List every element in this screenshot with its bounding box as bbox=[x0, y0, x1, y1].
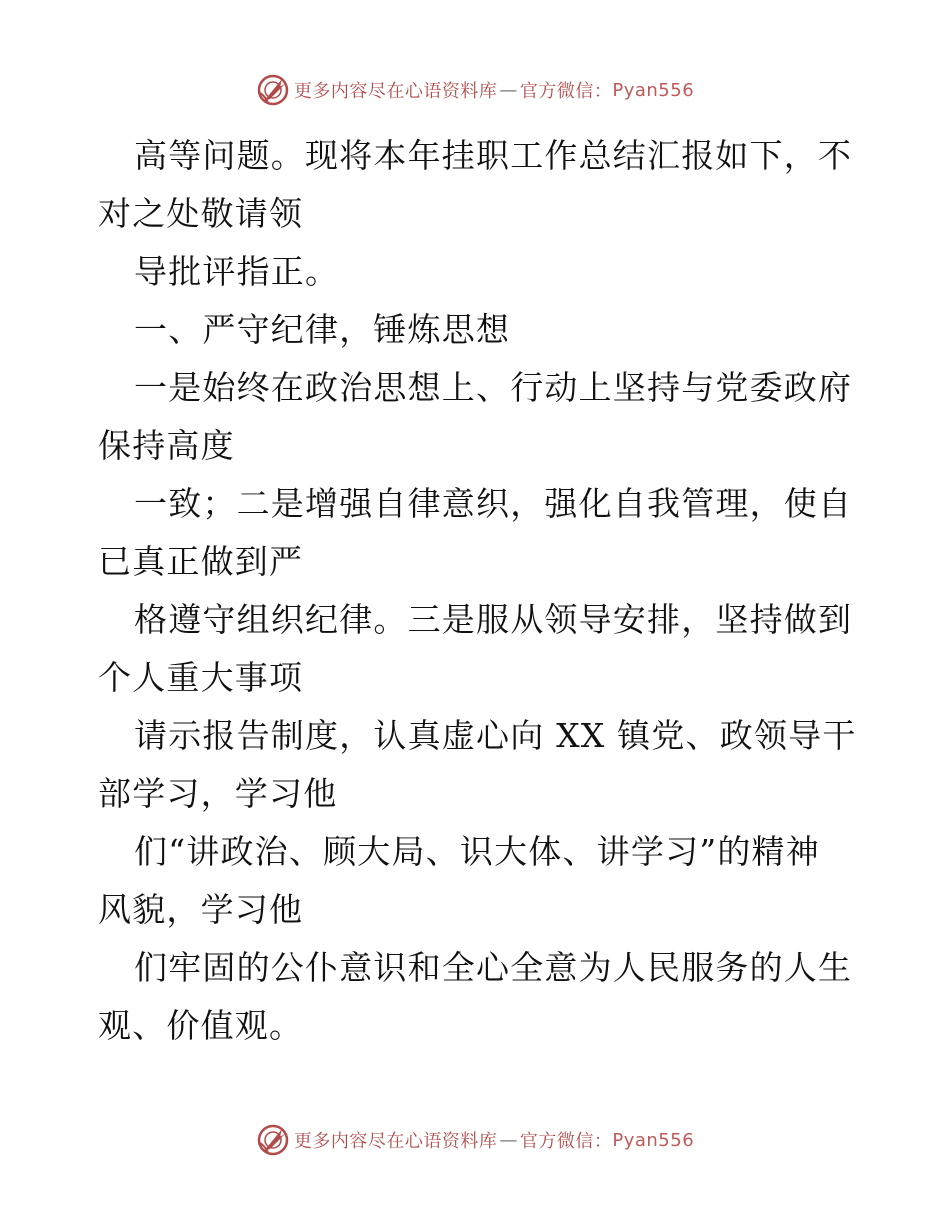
paragraph bbox=[98, 707, 858, 823]
text-line: 风貌，学习他 bbox=[98, 890, 304, 929]
watermark-official-label: 官方微信： bbox=[519, 1131, 613, 1152]
text-line: 保持高度 bbox=[98, 426, 235, 465]
watermark-official-label: 官方微信： bbox=[519, 81, 613, 102]
footer-watermark bbox=[0, 1120, 950, 1160]
text-line: 们牢固的公仆意识和全心全意为人民服务的人生 bbox=[134, 948, 853, 987]
watermark-brand-text: 更多内容尽在心语资料库 bbox=[293, 1131, 498, 1152]
text-line: 部学习，学习他 bbox=[98, 774, 338, 813]
text-line: 一、严守纪律，锤炼思想 bbox=[134, 310, 511, 349]
watermark-wechat-id: Pyan556 bbox=[612, 1129, 695, 1151]
paragraph bbox=[98, 359, 858, 475]
document-body bbox=[98, 127, 858, 1055]
text-line: 导批评指正。 bbox=[134, 252, 340, 291]
quill-logo-icon bbox=[256, 1123, 290, 1157]
text-line: 观、价值观。 bbox=[98, 1006, 304, 1045]
watermark-brand-text: 更多内容尽在心语资料库 bbox=[293, 81, 498, 102]
header-watermark bbox=[0, 70, 950, 110]
text-line: 已真正做到严 bbox=[98, 542, 304, 581]
section-heading bbox=[98, 301, 858, 359]
text-line: 一是始终在政治思想上、行动上坚持与党委政府 bbox=[134, 368, 853, 407]
watermark-separator: — bbox=[499, 79, 518, 101]
text-line: 们“讲政治、顾大局、识大体、讲学习”的精神 bbox=[134, 832, 820, 871]
watermark-wechat-id: Pyan556 bbox=[612, 79, 695, 101]
quill-logo-icon bbox=[256, 73, 290, 107]
paragraph bbox=[98, 127, 858, 243]
paragraph bbox=[98, 591, 858, 707]
text-line: 个人重大事项 bbox=[98, 658, 304, 697]
text-line: 请示报告制度，认真虚心向 XX 镇党、政领导干 bbox=[134, 716, 857, 755]
paragraph bbox=[98, 243, 858, 301]
text-line: 对之处敬请领 bbox=[98, 194, 304, 233]
watermark-separator: — bbox=[499, 1129, 518, 1151]
text-line: 格遵守组织纪律。三是服从领导安排，坚持做到 bbox=[134, 600, 853, 639]
paragraph bbox=[98, 475, 858, 591]
text-line: 一致；二是增强自律意织，强化自我管理，使自 bbox=[134, 484, 853, 523]
paragraph bbox=[98, 939, 858, 1055]
paragraph bbox=[98, 823, 858, 939]
text-line: 高等问题。现将本年挂职工作总结汇报如下，不 bbox=[134, 136, 853, 175]
